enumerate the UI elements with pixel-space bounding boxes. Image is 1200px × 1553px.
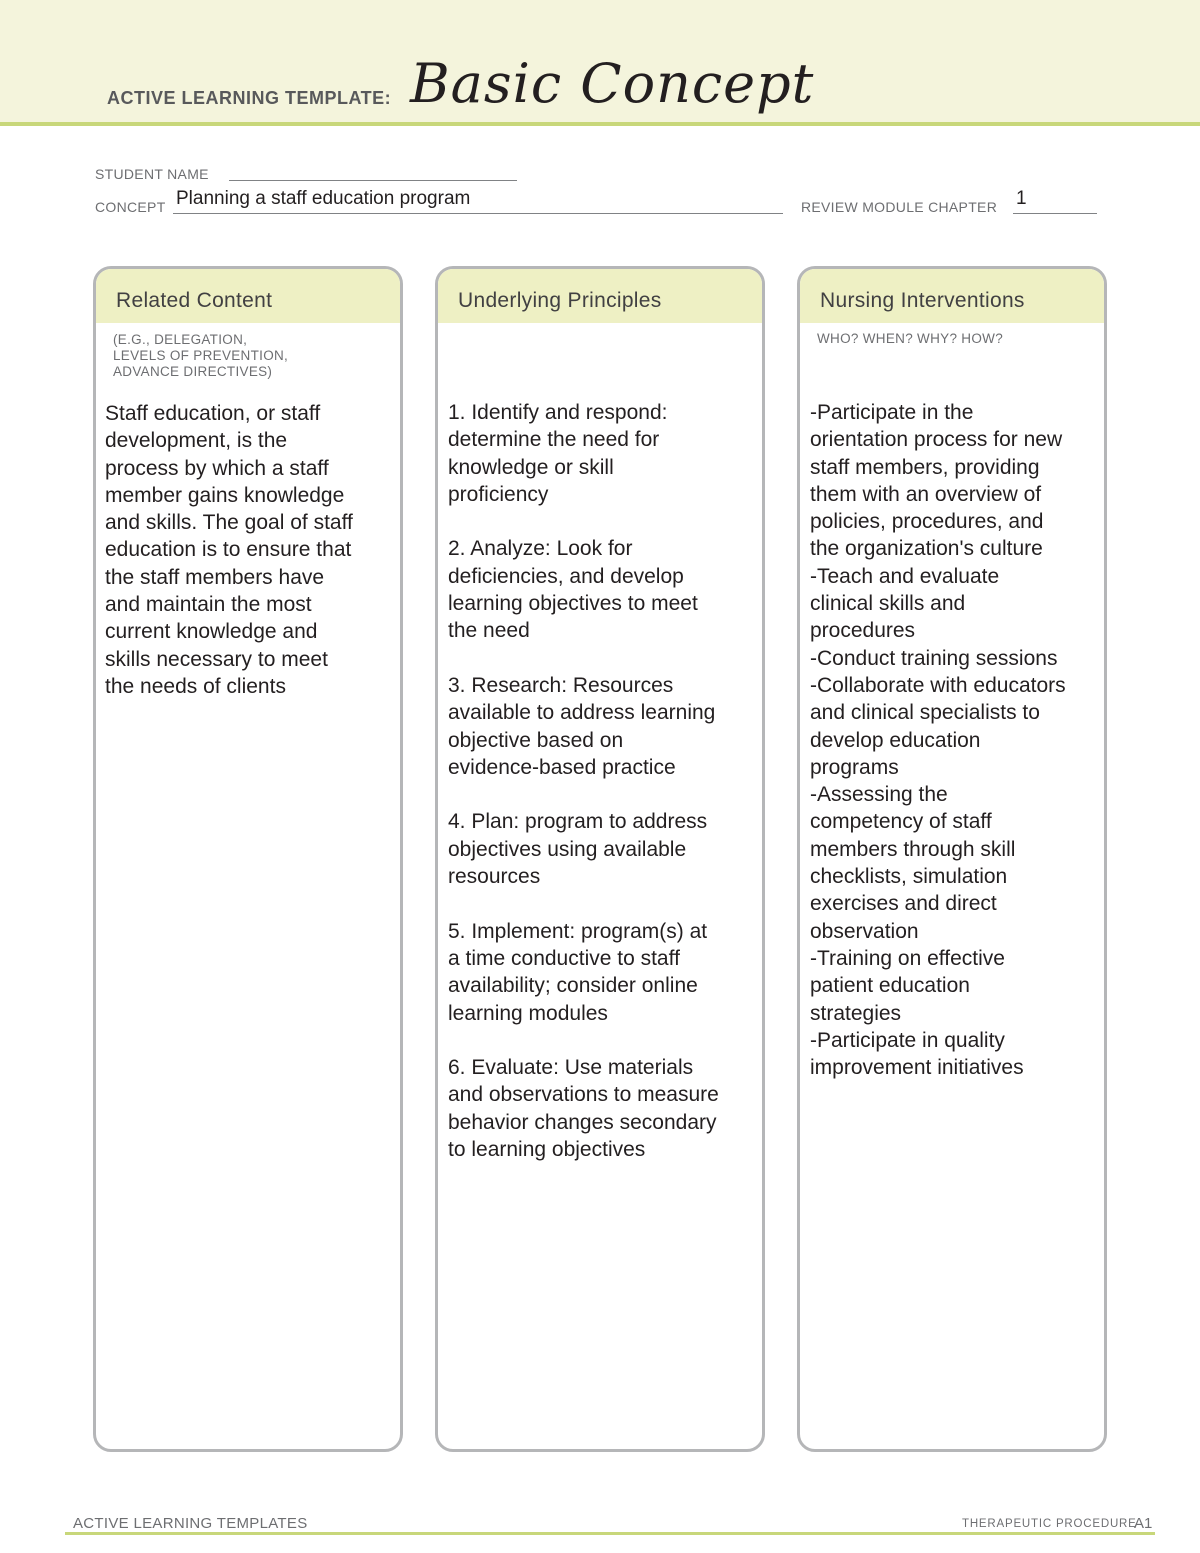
- footer-left-text: ACTIVE LEARNING TEMPLATES: [73, 1515, 308, 1532]
- related-content-body[interactable]: Staff education, or staff development, is the process by which a staff member gains knowledge and skills. The goal of staff education is to ensure that the staff members have and maintain the most current knowledge and skills necessary to meet the needs of clients: [105, 402, 353, 698]
- footer-page-code: A1: [1134, 1515, 1153, 1532]
- footer-right-text: THERAPEUTIC PROCEDURE: [962, 1518, 1137, 1530]
- related-content-subtitle: (E.G., DELEGATION, LEVELS OF PREVENTION, ADVANCE DIRECTIVES): [113, 332, 289, 379]
- template-label: ACTIVE LEARNING TEMPLATE:: [107, 88, 392, 108]
- related-content-title: Related Content: [116, 289, 273, 312]
- underlying-principles-title: Underlying Principles: [458, 289, 662, 312]
- review-module-field[interactable]: 1: [1016, 188, 1027, 209]
- review-module-label: REVIEW MODULE CHAPTER: [801, 199, 998, 215]
- review-module-line: [1013, 213, 1097, 214]
- nursing-interventions-title: Nursing Interventions: [820, 289, 1025, 312]
- concept-field[interactable]: Planning a staff education program: [176, 188, 471, 209]
- nursing-interventions-subtitle: WHO? WHEN? WHY? HOW?: [817, 331, 1004, 346]
- underlying-principles-panel: [435, 266, 765, 1452]
- nursing-interventions-body[interactable]: -Participate in the orientation process for new staff members, providing them with an overview of policies, procedures, and the organization's culture -Teach and evaluate clinical skills and procedures -Conduct training sessions -Collaborate with educators and clinical specialists to develop education programs -Assessing the competency of staff members through skill checklists, simulation exercises and direct observation -Training on effective patient education strategies -Participate in quality improvement initiatives: [810, 401, 1066, 1080]
- footer-rule: [65, 1532, 1155, 1535]
- nursing-interventions-panel: [797, 266, 1107, 1452]
- underlying-principles-body[interactable]: 1. Identify and respond: determine the need for knowledge or skill proficiency 2. Analyze: Look for deficiencies, and develop learning objectives to meet the need 3. Research: Resources available to address learning objective based on evidence-based practice 4. Plan: program to address objectives using available resources 5. Implement: program(s) at a time conductive to staff availability; consider online learning modules 6. Evaluate: Use materials and observations to measure behavior changes secondary to learning objectives: [448, 401, 719, 1162]
- student-name-label: STUDENT NAME: [95, 166, 209, 182]
- header-rule: [0, 122, 1200, 126]
- template-title: Basic Concept: [410, 52, 815, 115]
- concept-line: [173, 213, 783, 214]
- student-name-line: [229, 180, 517, 181]
- related-content-panel: [93, 266, 403, 1452]
- concept-label: CONCEPT: [95, 199, 166, 215]
